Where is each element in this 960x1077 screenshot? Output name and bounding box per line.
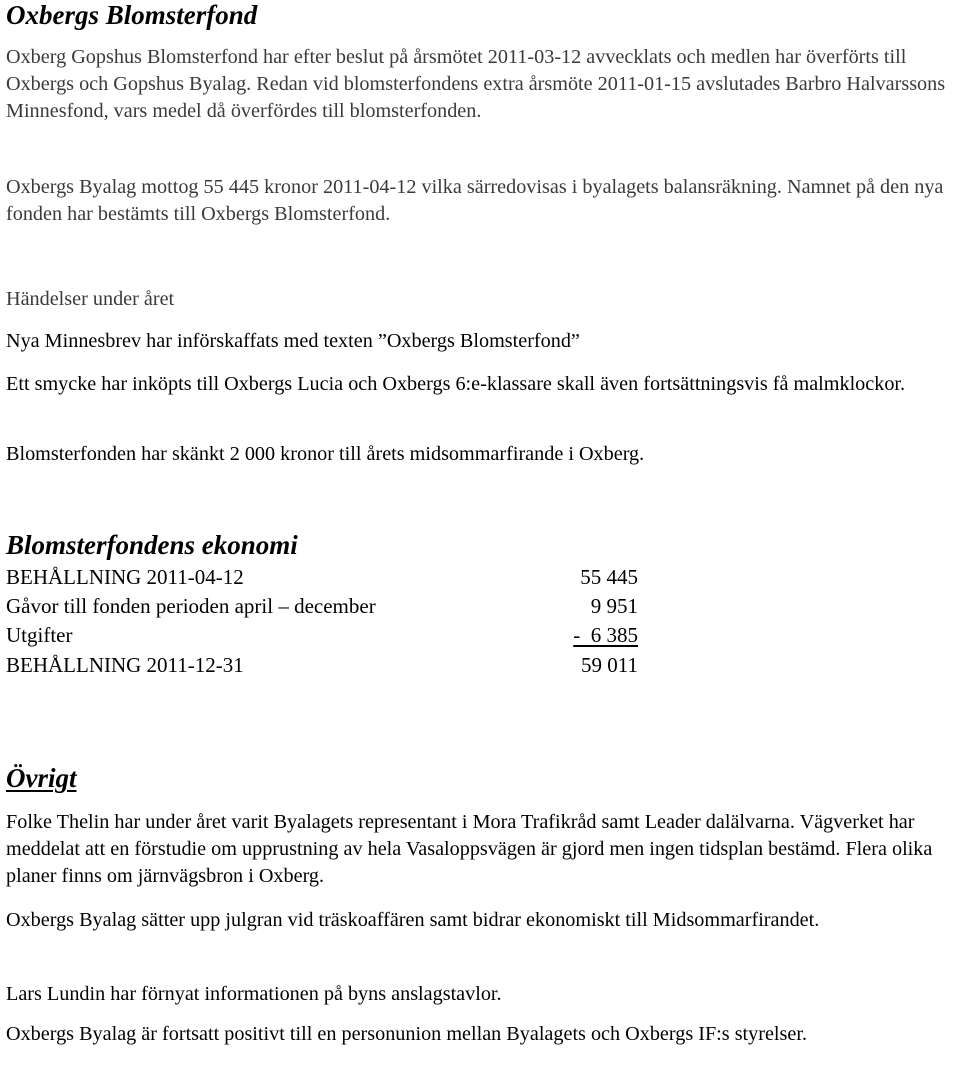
paragraph-midsommar-gift: Blomsterfonden har skänkt 2 000 kronor till årets midsommarfirande i Oxberg.	[6, 443, 645, 465]
finance-value: 55 445	[580, 565, 638, 589]
finance-row	[6, 562, 646, 592]
section-title-other: Övrigt	[6, 763, 77, 793]
finance-label: BEHÅLLNING 2011-12-31	[6, 653, 244, 677]
finance-label: Gåvor till fonden perioden april – december	[6, 594, 376, 618]
finance-label: BEHÅLLNING 2011-04-12	[6, 565, 244, 589]
finance-value: 9 951	[590, 594, 638, 618]
paragraph-personunion: Oxbergs Byalag är fortsatt positivt till en personunion mellan Byalagets och Oxbergs IF:s styrelser.	[6, 1023, 808, 1045]
paragraph-minnesbrev: Nya Minnesbrev har införskaffats med texten ”Oxbergs Blomsterfond”	[6, 330, 580, 352]
finance-value: 59 011	[581, 653, 638, 677]
paragraph-trafikrad: Folke Thelin har under året varit Byalagets representant i Mora Trafikråd samt Leader dalälvarna. Vägverket har meddelat att en förstudie om upprustning av hela Vasaloppsvägen är gjord men ingen tidsplan bestämd. Flera olika planer finns om järnvägsbron i Oxberg.	[6, 811, 933, 887]
finance-row	[6, 591, 646, 621]
paragraph-byalag-received: Oxbergs Byalag mottog 55 445 kronor 2011-04-12 vilka särredovisas i byalagets balansräkning. Namnet på den nya fonden har bestämts till Oxbergs Blomsterfond.	[6, 176, 944, 225]
paragraph-julgran: Oxbergs Byalag sätter upp julgran vid träskoaffären samt bidrar ekonomiskt till Midsommarfirandet.	[6, 909, 820, 931]
finance-value: - 6 385	[573, 623, 638, 647]
paragraph-fund-transfer: Oxberg Gopshus Blomsterfond har efter beslut på årsmötet 2011-03-12 avvecklats och medlen har överförts till Oxbergs och Gopshus Byalag. Redan vid blomsterfondens extra årsmöte 2011-01-15 avslutades Barbro Halvarssons Minnesfond, vars medel då överfördes till blomsterfonden.	[6, 46, 946, 122]
paragraph-anslagstavlor: Lars Lundin har förnyat informationen på byns anslagstavlor.	[6, 983, 502, 1005]
paragraph-smycke: Ett smycke har inköpts till Oxbergs Lucia och Oxbergs 6:e-klassare skall även fortsättningsvis få malmklockor.	[6, 373, 906, 395]
heading-events: Händelser under året	[6, 288, 175, 310]
finance-row	[6, 650, 646, 680]
section-title-blomsterfond: Oxbergs Blomsterfond	[6, 0, 258, 30]
section-title-economy: Blomsterfondens ekonomi	[6, 530, 298, 560]
finance-label: Utgifter	[6, 623, 73, 647]
finance-row	[6, 620, 646, 650]
